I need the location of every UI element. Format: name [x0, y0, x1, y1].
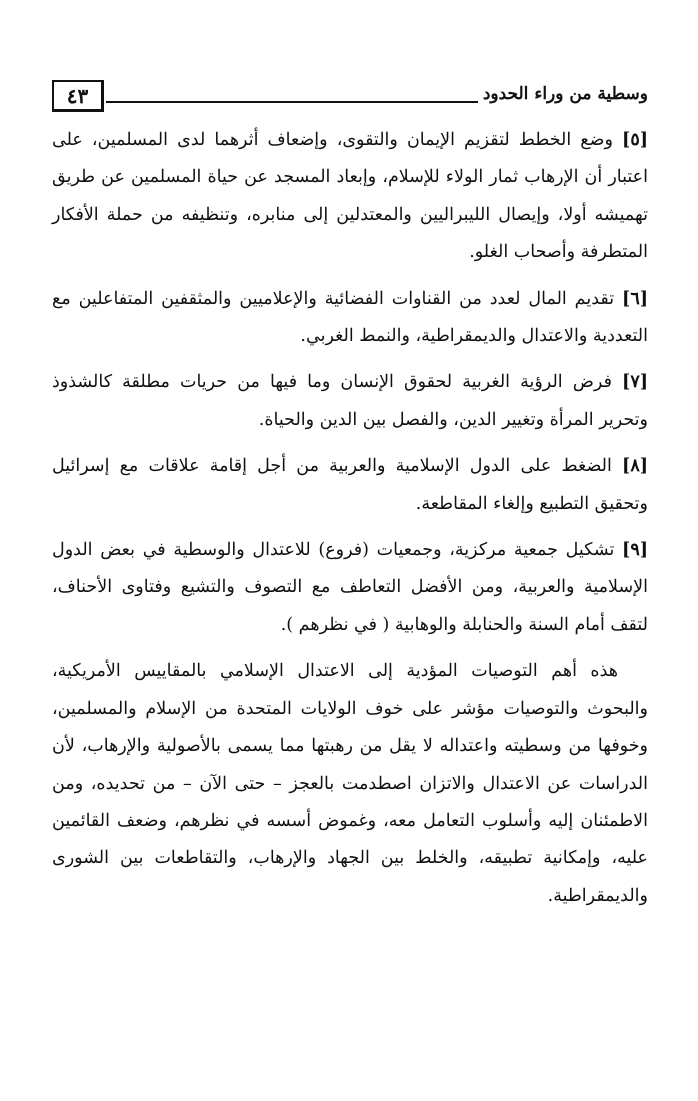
page-number-box: ٤٣ — [52, 80, 104, 112]
header-rule — [106, 101, 478, 103]
item-number: [٦] — [622, 288, 648, 309]
paragraph-6 — [52, 281, 648, 356]
paragraph-summary — [52, 653, 648, 915]
paragraph-text: هذه أهم التوصيات المؤدية إلى الاعتدال الإسلامي بالمقاييس الأمريكية، والبحوث والتوصيات مؤشر على خوف الولايات المتحدة من الإسلام والمسلمين، وخوفها من وسطيته واعتداله لا يقل من رهبتها مما يسمى بالأصولية والإرهاب، لأن الدراسات عن الاعتدال والاتزان اصطدمت بالعجز – حتى الآن – من تحديده، ومن الاطمئنان إليه وأسلوب التعامل معه، وغموض أسسه في نظرهم، وضعف القائمين عليه، وإمكانية تطبيقه، والخلط بين الجهاد والإرهاب، والتقاطعات بين الشورى والديمقراطية. — [52, 661, 648, 906]
paragraph-text: وضع الخطط لتقزيم الإيمان والتقوى، وإضعاف أثرهما لدى المسلمين، على اعتبار أن الإرهاب ثمار الولاء للإسلام، وإبعاد المسجد عن حياة المسلمين عن طريق تهميشه أولا، وإيصال الليبراليين والمعتدلين إلى منابره، وتنظيفه من حملة الأفكار المتطرفة وأصحاب الغلو. — [52, 130, 648, 263]
paragraph-5 — [52, 122, 648, 272]
item-number: [٨] — [622, 456, 648, 477]
paragraph-text: الضغط على الدول الإسلامية والعربية من أجل إقامة علاقات مع إسرائيل وتحقيق التطبيع وإلغاء المقاطعة. — [52, 456, 648, 514]
paragraph-text: فرض الرؤية الغربية لحقوق الإنسان وما فيها من حريات مطلقة كالشذوذ وتحرير المرأة وتغيير الدين، والفصل بين الدين والحياة. — [52, 372, 648, 430]
running-title: وسطية من وراء الحدود — [482, 84, 648, 104]
body-text — [52, 122, 648, 924]
item-number: [٥] — [622, 130, 648, 150]
paragraph-text: تشكيل جمعية مركزية، وجمعيات (فروع) للاعتدال والوسطية في بعض الدول الإسلامية والعربية، ومن الأفضل التعاطف مع التصوف والتشيع وفتاوى الأحناف، لتقف أمام السنة والحنابلة والوهابية ( في نظرهم ). — [52, 540, 648, 635]
paragraph-text: تقديم المال لعدد من القناوات الفضائية والإعلاميين والمثقفين المتفاعلين مع التعددية والاعتدال والديمقراطية، والنمط الغربي. — [52, 288, 648, 347]
paragraph-7 — [52, 364, 648, 439]
page-header — [52, 80, 648, 120]
paragraph-8 — [52, 448, 648, 523]
item-number: [٧] — [622, 372, 648, 393]
item-number: [٩] — [622, 540, 648, 561]
paragraph-9 — [52, 532, 648, 644]
